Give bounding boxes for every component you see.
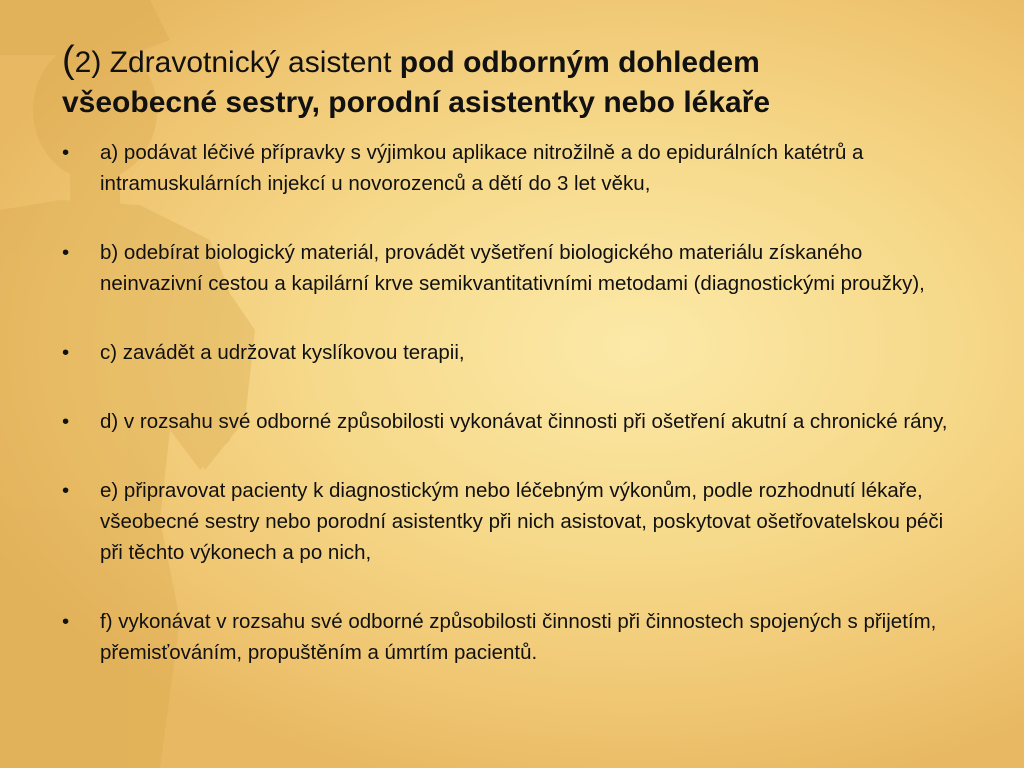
bullet-text-f: f) vykonávat v rozsahu své odborné způsobilosti činnosti při činnostech spojených s přijetím, přemisťováním, propuštěním a úmrtím pacientů. [100, 610, 937, 664]
bullet-dot: • [62, 141, 70, 164]
bullet-dot: • [62, 341, 70, 364]
bullet-item-b [62, 237, 967, 299]
bullet-list [62, 137, 967, 706]
bullet-text-d: d) v rozsahu své odborné způsobilosti vykonávat činnosti při ošetření akutní a chronické rány, [100, 410, 948, 433]
slide-title [62, 40, 982, 123]
bullet-item-f [62, 606, 967, 668]
bullet-item-c [62, 337, 967, 368]
bullet-dot: • [62, 479, 70, 502]
title-bold-line1: pod odborným dohledem [399, 46, 760, 79]
title-normal-part: 2) Zdravotnický asistent [74, 46, 400, 79]
bullet-text-b: b) odebírat biologický materiál, provádět vyšetření biologického materiálu získaného neinvazivní cestou a kapilární krve semikvantitativními metodami (diagnostickými proužky), [100, 241, 925, 295]
title-bold-line2: všeobecné sestry, porodní asistentky nebo lékaře [62, 86, 771, 119]
title-open-paren: ( [62, 39, 75, 81]
bullet-text-c: c) zavádět a udržovat kyslíkovou terapii, [100, 341, 465, 364]
bullet-item-e [62, 475, 967, 568]
bullet-text-a: a) podávat léčivé přípravky s výjimkou aplikace nitrožilně a do epidurálních katétrů a intramuskulárních injekcí u novorozenců a dětí do 3 let věku, [100, 141, 864, 195]
bullet-text-e: e) připravovat pacienty k diagnostickým nebo léčebným výkonům, podle rozhodnutí lékaře, všeobecné sestry nebo porodní asistentky při nich asistovat, poskytovat ošetřovatelskou péči při těchto výkonech a po nich, [100, 479, 944, 564]
bullet-item-a [62, 137, 967, 199]
bullet-dot: • [62, 241, 70, 264]
bullet-item-d [62, 406, 967, 437]
bullet-dot: • [62, 610, 70, 633]
bullet-dot: • [62, 410, 70, 433]
